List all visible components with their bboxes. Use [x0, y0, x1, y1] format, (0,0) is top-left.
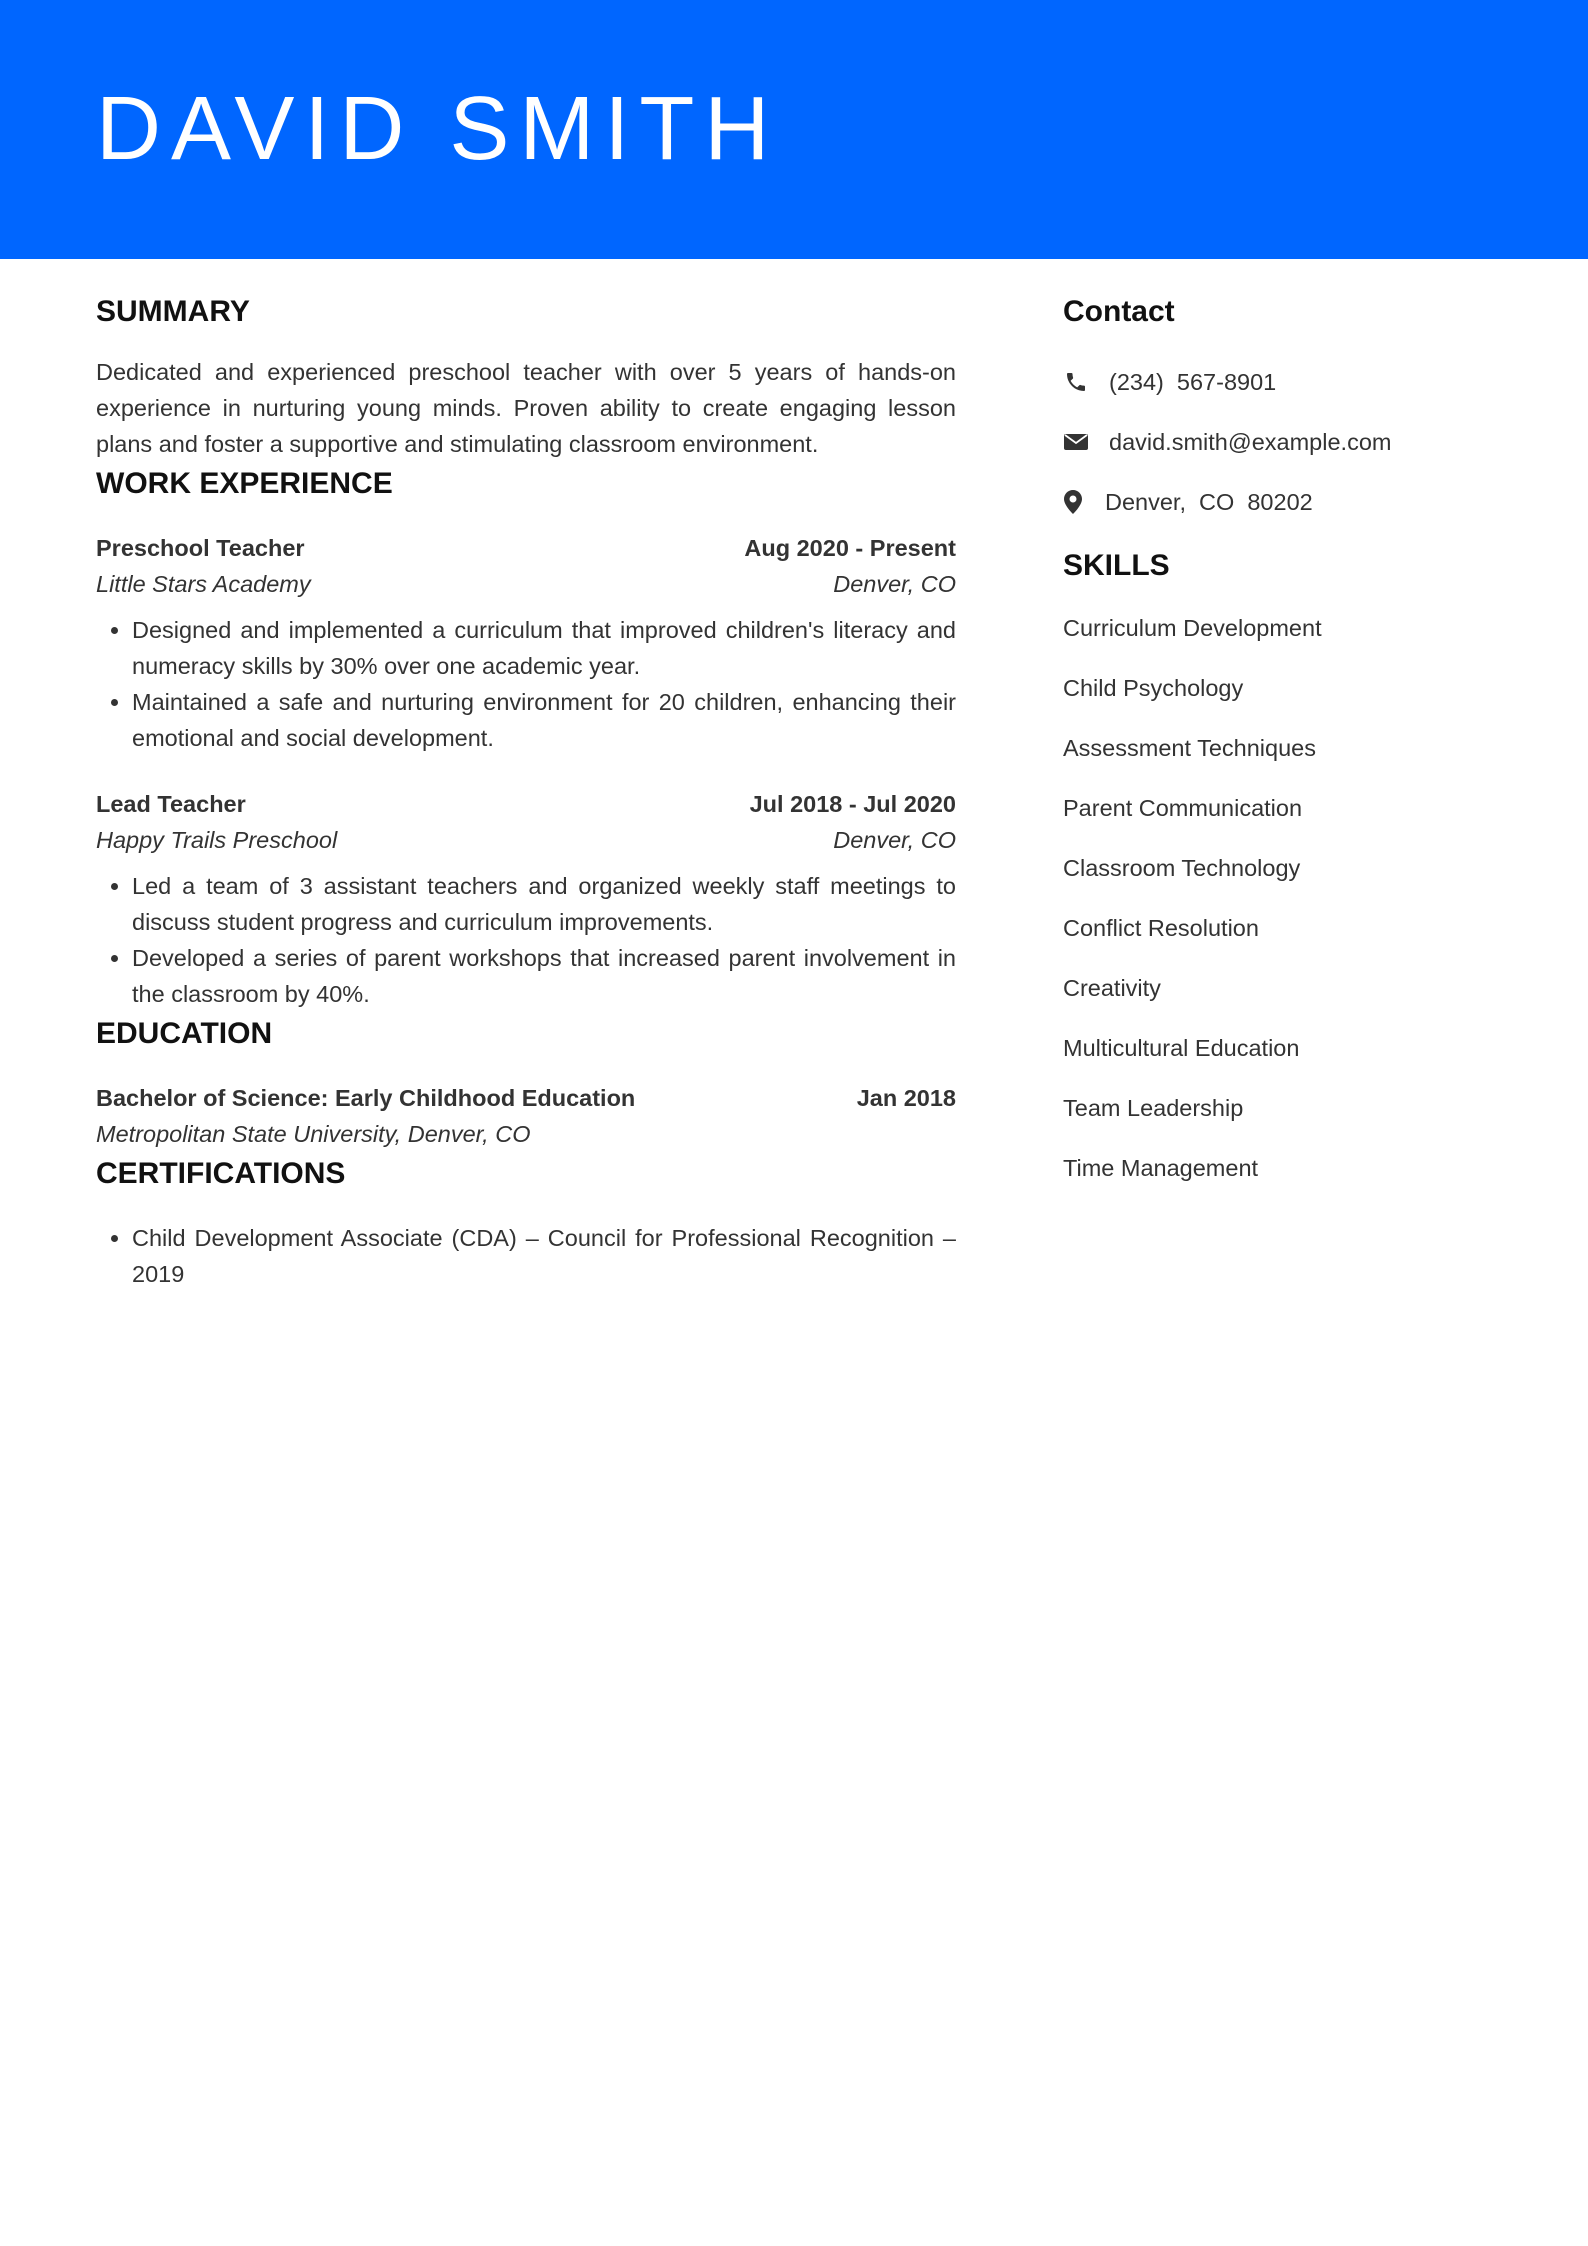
contact-email [1063, 424, 1503, 460]
job-bullets [96, 612, 956, 756]
phone-icon [1063, 369, 1089, 395]
skill-item: Assessment Techniques [1063, 735, 1316, 761]
job-location: Denver, CO [833, 571, 956, 597]
graduation-date: Jan 2018 [856, 1085, 956, 1111]
summary-heading: SUMMARY [96, 295, 250, 328]
contact-location [1063, 484, 1503, 520]
skill-item: Curriculum Development [1063, 615, 1322, 641]
skill-item: Conflict Resolution [1063, 915, 1259, 941]
skill-item: Team Leadership [1063, 1095, 1244, 1121]
skill-item: Parent Communication [1063, 795, 1303, 821]
certification-item: • Child Development Associate (CDA) – Council for Professional Recognition – 2019 [132, 1220, 956, 1292]
job-location: Denver, CO [833, 827, 956, 853]
map-pin-icon [1063, 489, 1083, 515]
job-bullets [96, 868, 956, 1012]
certifications-heading: CERTIFICATIONS [96, 1157, 346, 1190]
sidebar-column [1063, 290, 1503, 1210]
skill-item: Creativity [1063, 975, 1161, 1001]
degree: Bachelor of Science: Early Childhood Education [96, 1085, 636, 1111]
school: Metropolitan State University, Denver, CO [96, 1121, 531, 1147]
skill-item: Classroom Technology [1063, 855, 1301, 881]
skills-heading: SKILLS [1063, 549, 1170, 582]
job-bullet: • Led a team of 3 assistant teachers and organized weekly staff meetings to discuss student progress and curriculum improvements. [132, 868, 956, 940]
candidate-name: DAVID SMITH [96, 79, 780, 179]
work-experience-heading: WORK EXPERIENCE [96, 467, 393, 500]
contact-phone-text: (234) 567-8901 [1109, 368, 1277, 395]
skills-list [1063, 610, 1503, 1186]
contact-phone [1063, 364, 1503, 400]
job-title: Preschool Teacher [96, 535, 305, 561]
skill-item: Time Management [1063, 1155, 1259, 1181]
certifications-list [96, 1220, 956, 1292]
job-dates: Jul 2018 - Jul 2020 [749, 791, 956, 817]
job-bullet: • Maintained a safe and nurturing environment for 20 children, enhancing their emotional and social development. [132, 684, 956, 756]
skill-item: Child Psychology [1063, 675, 1244, 701]
job-title: Lead Teacher [96, 791, 246, 817]
contact-email-text[interactable]: david.smith@example.com [1109, 428, 1392, 455]
skill-item: Multicultural Education [1063, 1035, 1300, 1061]
job-entry [96, 786, 956, 1012]
envelope-icon [1063, 429, 1089, 455]
education-entry [96, 1080, 956, 1152]
job-bullet: • Designed and implemented a curriculum that improved children's literacy and numeracy skills by 30% over one academic year. [132, 612, 956, 684]
job-entry [96, 530, 956, 756]
summary-text: Dedicated and experienced preschool teacher with over 5 years of hands-on experience in nurturing young minds. Proven ability to create engaging lesson plans and foster a supportive and stimulating classroom environment. [96, 359, 956, 457]
header-banner [0, 0, 1588, 259]
contact-heading: Contact [1063, 295, 1175, 328]
job-organization: Little Stars Academy [96, 571, 311, 597]
job-organization: Happy Trails Preschool [96, 827, 338, 853]
job-bullet: • Developed a series of parent workshops that increased parent involvement in the classroom by 40%. [132, 940, 956, 1012]
contact-location-text: Denver, CO 80202 [1105, 488, 1313, 515]
contact-list [1063, 364, 1503, 520]
education-heading: EDUCATION [96, 1017, 273, 1050]
job-dates: Aug 2020 - Present [744, 535, 956, 561]
main-column [96, 290, 956, 1292]
